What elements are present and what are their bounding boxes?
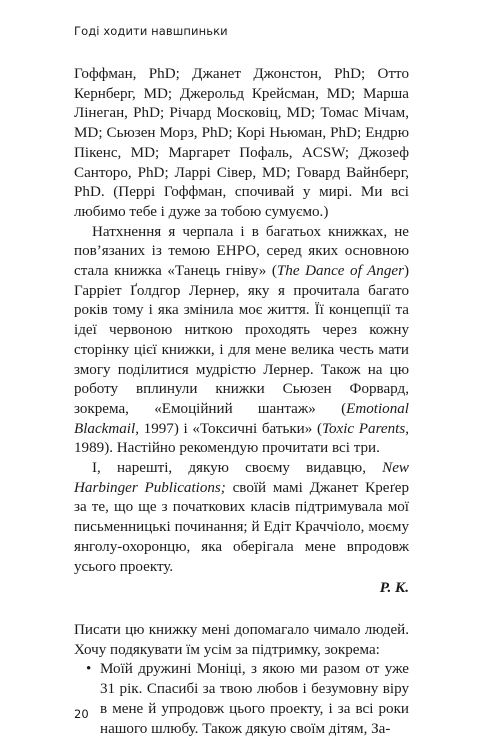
paragraph-acknowledged-experts: Гоффман, PhD; Джанет Джонстон, PhD; Отто Кернберг, MD; Джерольд Крейсман, MD; Марша Лінеган, PhD; Річард Московіц, MD; Томас Мічам, MD; Сьюзен Морз, PhD; Корі Ньюман, PhD; Ендрю Пікенс, MD; Маргарет Пофаль, ACSW; Джозеф Санторо, PhD; Ларрі Сівер, MD; Говард Вайнберг, PhD. (Перрі Гоффман, спочивай у мирі. Ми всі любимо тебе і дуже за тобою сумуємо.) <box>74 66 409 220</box>
paragraph-second-author-intro: Писати цю книжку мені допомагало чимало людей. Хочу подякувати їм усім за підтримку, зокрема: <box>74 621 409 658</box>
page-number: 20 <box>74 707 89 721</box>
text-run: своїй мамі Джанет Креґер за те, що ще з початкових класів підтримувала мої письменницькі починання; й Едіт Краччіоло, моєму янголу-охоронцю, яка оберігала мене впродовж усього проекту. <box>74 479 409 575</box>
text-run: ) Гарріет Ґолдгор Лернер, яку я прочитала багато років тому і яка змінила моє життя. Її концепції та ідеї червоною ниткою проходять через кожну сторінку цієї книжки, і для мене велика честь мати змогу поділитися мудрістю Лернер. Також на цю роботу вплинули книжки Сьюзен Форвард, зокрема, «Емоційний шантаж» ( <box>74 263 409 417</box>
book-title-emotional-blackmail: Emotional Blackmail <box>74 400 409 437</box>
book-title-toxic-parents: Toxic Parents <box>321 420 406 437</box>
text-run: І, нарешті, дякую своєму видавцю, <box>92 460 383 477</box>
book-title-dance-of-anger: The Dance of Anger <box>276 263 404 280</box>
paragraph-inspiration-books <box>74 223 409 459</box>
paragraph-publisher-thanks <box>74 459 409 577</box>
text-run: , 1989). Настійно рекомендую прочитати всі три. <box>74 420 409 457</box>
list-item: • Моїй дружині Моніці, з якою ми разом от уже 31 рік. Спасибі за твою любов і безумовну віру в мене й упродовж цього проекту, і за всі роки нашого шлюбу. Також дякую своїм дітям, За- <box>100 660 409 739</box>
running-head: Годі ходити навшпиньки <box>74 24 228 38</box>
text-run: Натхнення я черпала і в багатьох книжках, не пов’язаних із темою ЕНРО, серед яких основною стала книжка «Танець гніву» ( <box>74 223 409 280</box>
author-signature: Р. К. <box>379 580 409 597</box>
thanks-list <box>74 660 409 739</box>
page-body <box>74 65 409 739</box>
publisher-name: New Harbinger Publications; <box>74 460 409 496</box>
text-run: , 1997) і «Токсичні батьки» ( <box>135 420 322 437</box>
